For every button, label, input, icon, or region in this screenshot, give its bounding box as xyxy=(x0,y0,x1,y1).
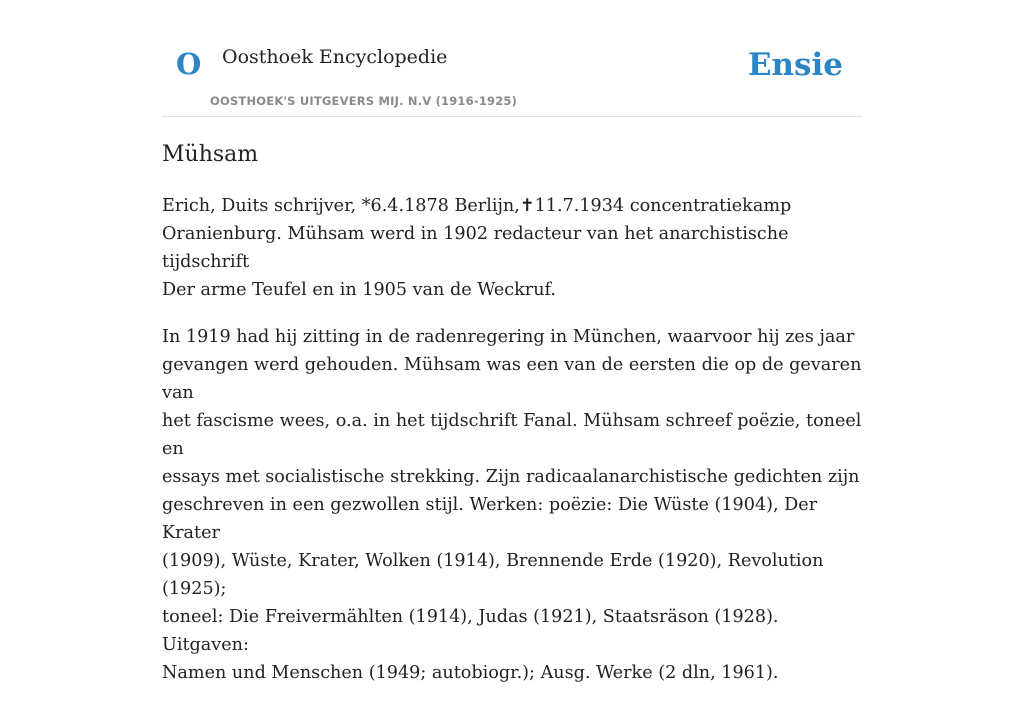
source-title-link[interactable]: Oosthoek Encyclopedie xyxy=(222,46,448,68)
ensie-logo-link[interactable]: Ensie xyxy=(747,47,843,83)
entry-paragraph: In 1919 had hij zitting in de radenregering in München, waarvoor hij zes jaar gevangen werd gehouden. Mühsam was een van de eersten die op de gevaren van het fascisme wees, o.a. in het tijdschrift Fanal. Mühsam schreef poëzie, toneel en essays met socialistische strekking. Zijn radicaalanarchistische gedichten zijn geschreven in een gezwollen stijl. Werken: poëzie: Die Wüste (1904), Der Krater (1909), Wüste, Krater, Wolken (1914), Brennende Erde (1920), Revolution (1925); toneel: Die Freivermählten (1914), Judas (1921), Staatsräson (1928). Uitgaven: Namen und Menschen (1949; autobiogr.); Ausg. Werke (2 dln, 1961). xyxy=(162,327,862,683)
source-header xyxy=(162,0,862,117)
entry-paragraph: Erich, Duits schrijver, *6.4.1878 Berlijn,✝11.7.1934 concentratiekamp Oranienburg. Mühsam werd in 1902 redacteur van het anarchistische tijdschrift Der arme Teufel en in 1905 van de Weckruf. xyxy=(162,196,792,300)
entry-title: Mühsam xyxy=(162,142,259,167)
source-logo[interactable]: O xyxy=(176,47,202,81)
source-publisher: OOSTHOEK'S UITGEVERS MIJ. N.V (1916-1925) xyxy=(210,94,518,108)
entry-body xyxy=(162,192,862,706)
